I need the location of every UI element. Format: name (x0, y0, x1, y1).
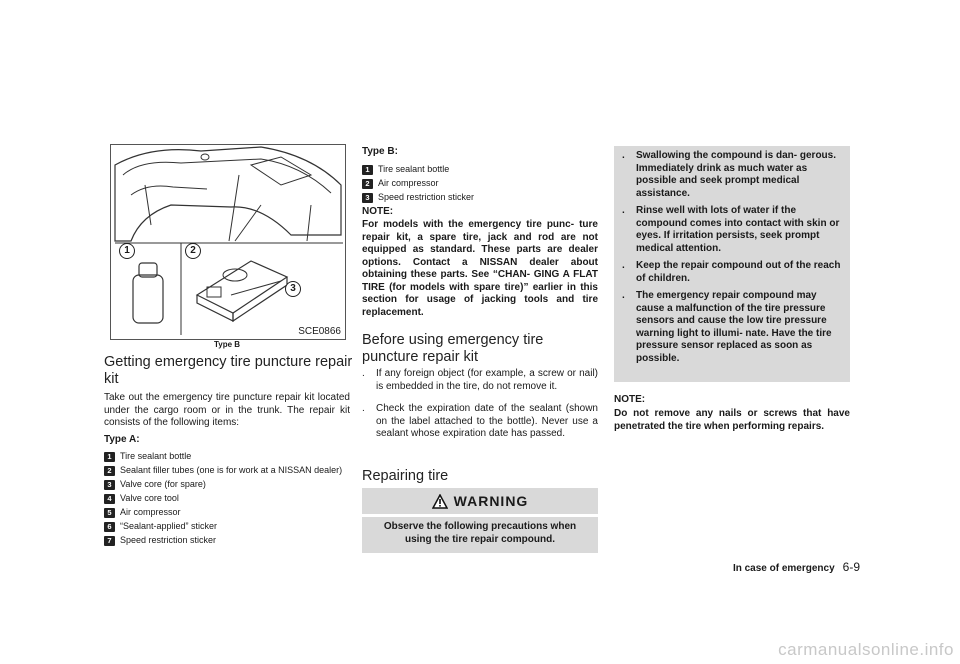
bullet: . (362, 403, 365, 414)
item-text: Speed restriction sticker (120, 535, 217, 545)
item-number: 2 (104, 466, 115, 476)
footer-section: In case of emergency (732, 563, 835, 574)
list-item (362, 368, 598, 393)
list-item (362, 192, 598, 203)
item-number: 5 (104, 508, 115, 518)
list-item (104, 451, 350, 462)
item-text: Valve core (for spare) (120, 479, 206, 489)
callout-1: 1 (119, 243, 135, 259)
warning-precautions-box (614, 146, 850, 382)
item-text: Valve core tool (120, 493, 179, 503)
heading-repairing-tire: Repairing tire (362, 468, 449, 484)
type-b-list (362, 164, 598, 206)
item-text: Keep the repair compound out of the reach of children. (636, 260, 841, 284)
bullet: . (622, 260, 625, 271)
item-text: The emergency repair compound may cause a malfunction of the tire pressure sensors and cause the low tire pressure warning light to illumi- nate. Have the tire pressure sensor replaced as soon as possible. (636, 290, 832, 364)
warning-title: WARNING (453, 493, 529, 509)
item-text: Rinse well with lots of water if the compound comes into contact with skin or eyes. If irritation persists, seek prompt medical attention. (636, 205, 840, 254)
watermark: carmanualsonline.info (778, 640, 954, 659)
note-label-2: NOTE: (614, 394, 646, 405)
list-item (622, 290, 842, 365)
list-item (104, 493, 350, 504)
list-item (104, 507, 350, 518)
item-text: Air compressor (378, 178, 439, 188)
item-text: Check the expiration date of the sealant (shown on the label attached to the bottle). Never use a sealant whose expiration date has passed. (376, 403, 598, 439)
illustration-figure (110, 144, 346, 340)
warning-header (362, 488, 598, 514)
item-text: Tire sealant bottle (120, 451, 192, 461)
warning-text: Observe the following precautions when using the tire repair compound. (362, 517, 598, 553)
type-a-label: Type A: (104, 434, 140, 445)
item-text: Speed restriction sticker (378, 192, 475, 202)
item-number: 3 (362, 193, 373, 203)
bullet: . (362, 368, 365, 379)
intro-paragraph: Take out the emergency tire puncture repair kit located under the cargo room or in the trunk. The repair kit consists of the following items: (104, 392, 350, 428)
list-item (622, 150, 842, 200)
list-item (362, 178, 598, 189)
before-using-list (362, 368, 598, 451)
item-text: Air compressor (120, 507, 181, 517)
list-item (104, 535, 350, 546)
item-number: 4 (104, 494, 115, 504)
item-text: Tire sealant bottle (378, 164, 450, 174)
item-number: 1 (362, 165, 373, 175)
bullet: . (622, 150, 625, 161)
item-number: 6 (104, 522, 115, 532)
page-footer (700, 560, 860, 574)
item-number: 7 (104, 536, 115, 546)
note-text-1: For models with the emergency tire punc- ture repair kit, a spare tire, jack and rod are not equipped as standard. These parts are dealer options. Contact a NISSAN dealer about obtaining these parts. See “CHAN- GING A FLAT TIRE (for models with spare tire)” earlier in this section for usage of jacking tools and tire replacement. (362, 219, 598, 318)
heading-getting-kit: Getting emergency tire puncture repair kit (104, 354, 353, 387)
note-label-1: NOTE: (362, 206, 394, 217)
list-item (622, 205, 842, 255)
item-number: 1 (104, 452, 115, 462)
figure-caption: Type B (213, 340, 241, 349)
note-text-2: Do not remove any nails or screws that have penetrated the tire when performing repairs. (614, 408, 850, 432)
list-item (622, 260, 842, 285)
type-b-label: Type B: (362, 146, 398, 157)
item-number: 2 (362, 179, 373, 189)
list-item (362, 403, 598, 441)
callout-3: 3 (285, 281, 301, 297)
list-item (104, 521, 350, 532)
heading-before-using: Before using emergency tire puncture repair kit (362, 332, 544, 365)
type-a-list (104, 451, 350, 549)
bullet: . (622, 290, 625, 301)
list-item (362, 164, 598, 175)
repair-kit-illustration (111, 145, 346, 340)
item-text: Swallowing the compound is dan- gerous. Immediately drink as much water as possible and seek prompt medical assistance. (636, 150, 837, 199)
list-item (104, 479, 350, 490)
item-text: “Sealant-applied” sticker (120, 521, 218, 531)
callout-2: 2 (185, 243, 201, 259)
figure-code: SCE0866 (298, 326, 341, 337)
list-item (104, 465, 350, 476)
item-text: Sealant filler tubes (one is for work at a NISSAN dealer) (120, 465, 343, 475)
bullet: . (622, 205, 625, 216)
item-number: 3 (104, 480, 115, 490)
page-number: 6-9 (842, 560, 860, 574)
warning-triangle-icon (432, 494, 448, 509)
item-text: If any foreign object (for example, a screw or nail) is embedded in the tire, do not remove it. (376, 368, 598, 392)
